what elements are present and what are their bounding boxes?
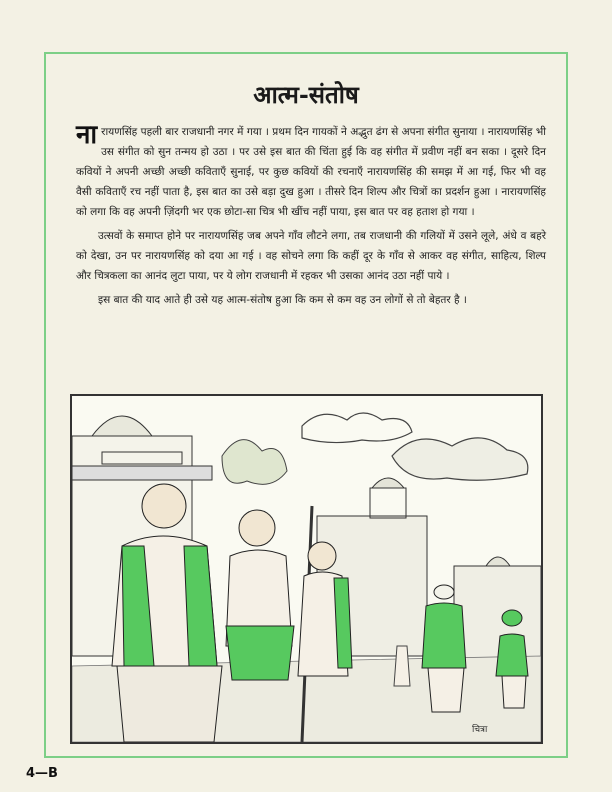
story-text	[76, 122, 546, 314]
paragraph-3: इस बात की याद आते ही उसे यह आत्म-संतोष हुआ कि कम से कम वह उन लोगों से तो बेहतर है ।	[98, 294, 467, 306]
page-number: 4—B	[26, 766, 58, 781]
paragraph-2: उत्सवों के समाप्त होने पर नारायणसिंह जब अपने गाँव लौटने लगा, तब राजधानी की गलियों में उसने लूले, अंधे व बहरे को देखा, उन पर नारायणसिंह को दया आ गई । वह सोचने लगा कि कहीं दूर के गाँव से आकर वह संगीत, साहित्य, शिल्प और चित्रकला का आनंद लुटा पाया, पर ये लोग राजधानी में रहकर भी उसका आनंद उठा नहीं पाये ।	[76, 230, 546, 282]
story-illustration	[70, 394, 543, 744]
street-scene-drawing	[72, 396, 541, 742]
artist-signature: चित्रा	[472, 725, 488, 735]
paragraph-1	[76, 122, 546, 222]
story-title: आत्म-संतोष	[253, 80, 359, 109]
drop-cap: ना	[76, 120, 98, 150]
paragraph-1-text: रायणसिंह पहली बार राजधानी नगर में गया । प्रथम दिन गायकों ने अद्भुत ढंग से अपना संगीत सुनाया । नारायणसिंह भी उस संगीत को सुन तन्मय हो उठा । पर उसे इस बात की चिंता हुई कि वह संगीत में प्रवीण नहीं बन सका । दूसरे दिन कवियों ने अपनी अच्छी अच्छी कविताएँ सुनाई, पर कुछ कवियों की रचनाएँ नारायणसिंह की समझ में आ गई, फिर भी वह वैसी कविताएँ रच नहीं पाता है, इस बात का उसे बड़ा दुख हुआ । तीसरे दिन शिल्प और चित्रों का प्रदर्शन हुआ । नारायणसिंह को लगा कि वह अपनी ज़िंदगी भर एक छोटा-सा चित्र भी खींच नहीं पाया, इस बात पर वह हताश हो गया ।	[76, 126, 546, 218]
